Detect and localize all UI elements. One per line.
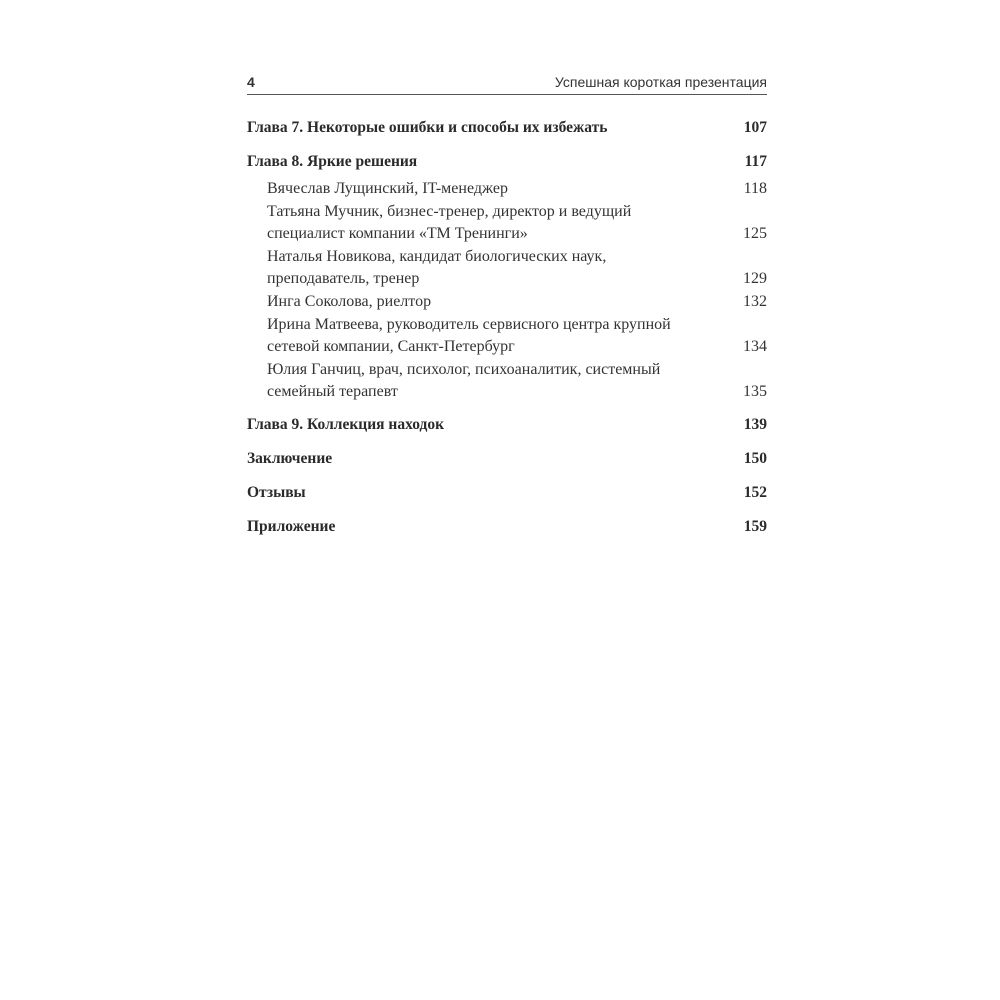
- toc-section-title: Отзывы: [247, 484, 306, 501]
- toc-page-number: 125: [743, 225, 767, 242]
- toc-page-number: 135: [743, 383, 767, 400]
- toc-entry-title: Ирина Матвеева, руководитель сервисного центра крупной: [267, 316, 671, 333]
- toc-chapter-9: [247, 414, 767, 435]
- toc-chapter-title: Глава 7. Некоторые ошибки и способы их избежать: [247, 119, 608, 136]
- toc-page-number: 132: [743, 293, 767, 310]
- toc-appendix: [247, 516, 767, 537]
- toc-section-title: Заключение: [247, 450, 333, 467]
- toc-page-number: 118: [743, 180, 767, 197]
- toc-page-number: 117: [744, 153, 767, 170]
- toc-reviews: [247, 482, 767, 503]
- toc-entry-title-cont: семейный терапевт: [267, 383, 398, 400]
- toc-entry-title: Татьяна Мучник, бизнес-тренер, директор и ведущий: [267, 203, 632, 220]
- toc-entry-title: Вячеслав Лущинский, IT-менеджер: [267, 180, 508, 197]
- toc-chapter-title: Глава 8. Яркие решения: [247, 153, 418, 170]
- toc-entry-title: Юлия Ганчиц, врач, психолог, психоаналитик, системный: [267, 361, 661, 378]
- toc-page-number: 129: [743, 270, 767, 287]
- toc-entry-title: Наталья Новикова, кандидат биологических наук,: [267, 248, 607, 265]
- book-title: Успешная короткая презентация: [554, 74, 767, 90]
- toc-entry: [267, 178, 767, 199]
- toc-entry-title-cont: преподаватель, тренер: [267, 270, 420, 287]
- running-head: [247, 74, 767, 95]
- toc-entry: [267, 291, 767, 312]
- toc-entry: [267, 314, 767, 357]
- toc-page-number: 159: [743, 518, 767, 535]
- toc-page-number: 152: [743, 484, 767, 501]
- toc-page-number: 150: [743, 450, 767, 467]
- toc-page-number: 139: [743, 416, 767, 433]
- toc-chapter-8: [247, 151, 767, 172]
- toc-entry-title-cont: сетевой компании, Санкт-Петербург: [267, 338, 515, 355]
- table-of-contents: [247, 117, 767, 537]
- page-number: 4: [247, 74, 255, 90]
- toc-entry: [267, 359, 767, 402]
- toc-entry: [267, 246, 767, 289]
- toc-page-number: 134: [743, 338, 767, 355]
- toc-chapter-7: [247, 117, 767, 138]
- toc-entry-title: Инга Соколова, риелтор: [267, 293, 432, 310]
- toc-section-title: Приложение: [247, 518, 336, 535]
- toc-page-number: 107: [743, 119, 767, 136]
- toc-entry-title-cont: специалист компании «ТМ Тренинги»: [267, 225, 528, 242]
- toc-conclusion: [247, 448, 767, 469]
- toc-entry: [267, 201, 767, 244]
- toc-chapter-title: Глава 9. Коллекция находок: [247, 416, 445, 433]
- document-page: [247, 74, 767, 550]
